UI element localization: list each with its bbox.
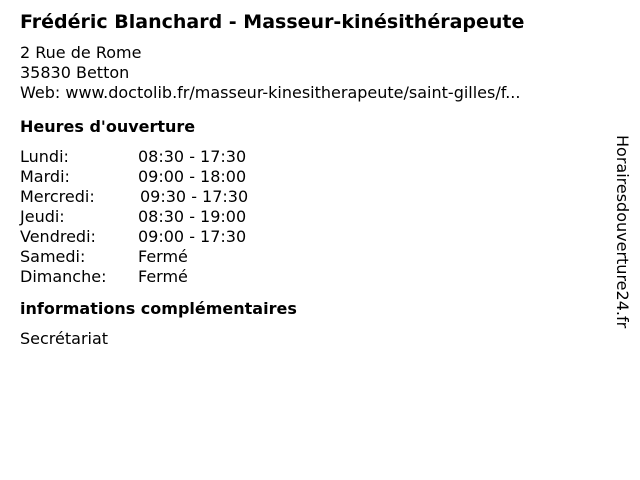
- hours-value: 09:00 - 17:30: [138, 227, 247, 246]
- additional-info-text: Secrétariat: [20, 329, 109, 348]
- day-label: Vendredi:: [20, 227, 96, 246]
- business-title: Frédéric Blanchard - Masseur-kinésithérapeute: [20, 11, 525, 33]
- hours-row-sunday: [20, 267, 600, 287]
- hours-row-tuesday: [20, 167, 600, 187]
- street-address: 2 Rue de Rome: [20, 43, 142, 62]
- address-block: [20, 43, 600, 103]
- hours-row-wednesday: [20, 187, 600, 207]
- hours-value: Fermé: [138, 267, 188, 286]
- opening-hours-heading: Heures d'ouverture: [20, 117, 196, 136]
- hours-value: 09:30 - 17:30: [140, 187, 249, 206]
- hours-value: 08:30 - 17:30: [138, 147, 247, 166]
- day-label: Mardi:: [20, 167, 70, 186]
- hours-value: Fermé: [138, 247, 188, 266]
- site-watermark: Horairesdouverture24.fr: [613, 135, 632, 329]
- day-label: Dimanche:: [20, 267, 107, 286]
- city-address: 35830 Betton: [20, 63, 130, 82]
- hours-row-monday: [20, 147, 600, 167]
- opening-hours-table: [20, 147, 600, 287]
- day-label: Mercredi:: [20, 187, 95, 206]
- day-label: Samedi:: [20, 247, 86, 266]
- hours-value: 09:00 - 18:00: [138, 167, 247, 186]
- hours-row-thursday: [20, 207, 600, 227]
- day-label: Lundi:: [20, 147, 69, 166]
- website-line: Web: www.doctolib.fr/masseur-kinesitherapeute/saint-gilles/f...: [20, 83, 521, 102]
- hours-row-friday: [20, 227, 600, 247]
- additional-info-heading: informations complémentaires: [20, 299, 297, 318]
- hours-value: 08:30 - 19:00: [138, 207, 247, 226]
- day-label: Jeudi:: [20, 207, 65, 226]
- hours-row-saturday: [20, 247, 600, 267]
- business-card: [20, 10, 600, 349]
